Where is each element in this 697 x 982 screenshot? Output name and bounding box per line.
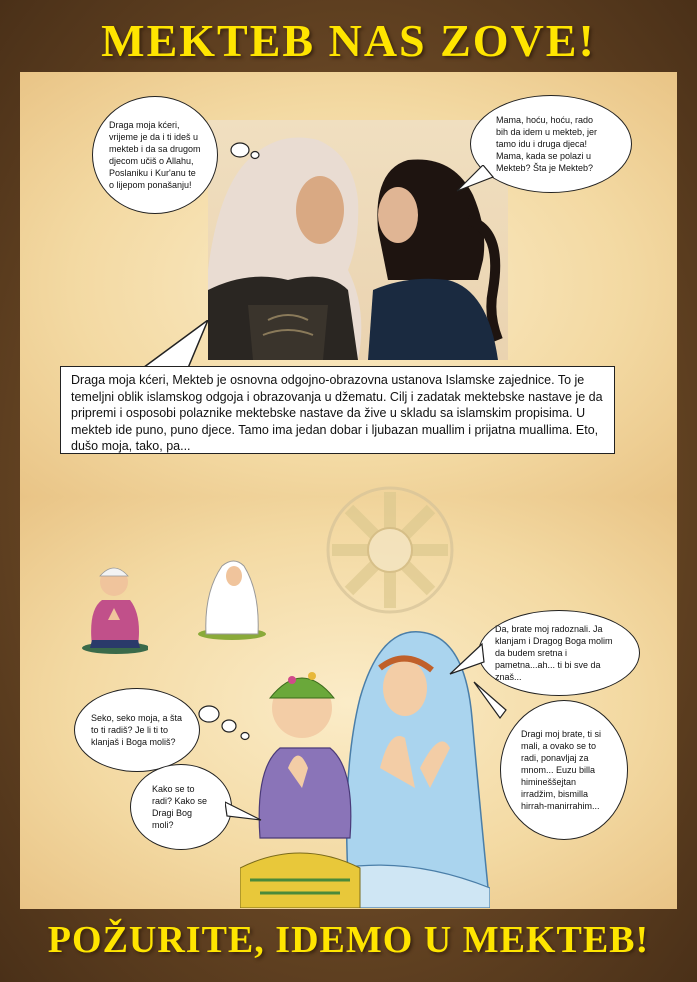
sister-speech-bubble-2 xyxy=(500,700,628,840)
mother-answer-text: Draga moja kćeri, Mekteb je osnovna odgojno-obrazovna ustanova Islamske zajednice. To je temeljni oblik islamskog odgoja i obrazovanja u džematu. Cilj i zadatak mektebske nastave je da pripremi i osposobi polaznike mektebske nastave da žive u skladu sa islamskim propisima. U mekteb ide puno, puno djece. Tamo ima jedan dobar i ljubazan muallim i prijatna muallima. Eto, dušo moja, tako, pa... xyxy=(71,373,603,453)
sister-bubble-2-tail xyxy=(470,680,510,720)
mother-speech-bubble xyxy=(92,96,218,214)
daughter-bubble-tail xyxy=(455,165,495,195)
boy-bubble-2-tail xyxy=(225,796,265,826)
boy-speech-bubble-2 xyxy=(130,764,232,850)
boy-speech-text-2: Kako se to radi? Kako se Dragi Bog moli? xyxy=(152,784,208,830)
boy-speech-bubble-1 xyxy=(74,688,200,772)
thought-dots-boy xyxy=(195,700,255,745)
thought-dots-mother xyxy=(210,130,260,160)
mother-speech-text: Draga moja kćeri, vrijeme je da i ti ideš u mekteb i da sa drugom djecom učiš o Allahu, Poslaniku i Kur'anu te o lijepom ponašanju! xyxy=(109,120,201,190)
sister-bubble-1-tail xyxy=(446,640,486,680)
praying-boy-illustration xyxy=(78,560,148,655)
sister-speech-text-2: Dragi moj brate, ti si mali, a ovako se to radi, ponavljaj za mnom... Euzu billa himineššejtan irradžim, bismilla hirrah-manirrahim... xyxy=(521,729,602,811)
daughter-speech-text: Mama, hoću, hoću, rado bih da idem u mekteb, jer tamo idu i druga djeca! Mama, kada se polazi u Mekteb? Šta je Mekteb? xyxy=(496,115,598,173)
poster-slogan: POŽURITE, IDEMO U MEKTEB! xyxy=(47,919,650,961)
poster-title: MEKTEB NAS ZOVE! xyxy=(101,15,596,66)
sister-speech-text-1: Da, brate moj radoznali. Ja klanjam i Dragog Boga molim da budem sretna i pametna...ah... ti bi sve da znaš... xyxy=(495,624,613,682)
boy-speech-text-1: Seko, seko moja, a šta to ti radiš? Je li ti to klanjaš i Boga moliš? xyxy=(91,713,183,747)
